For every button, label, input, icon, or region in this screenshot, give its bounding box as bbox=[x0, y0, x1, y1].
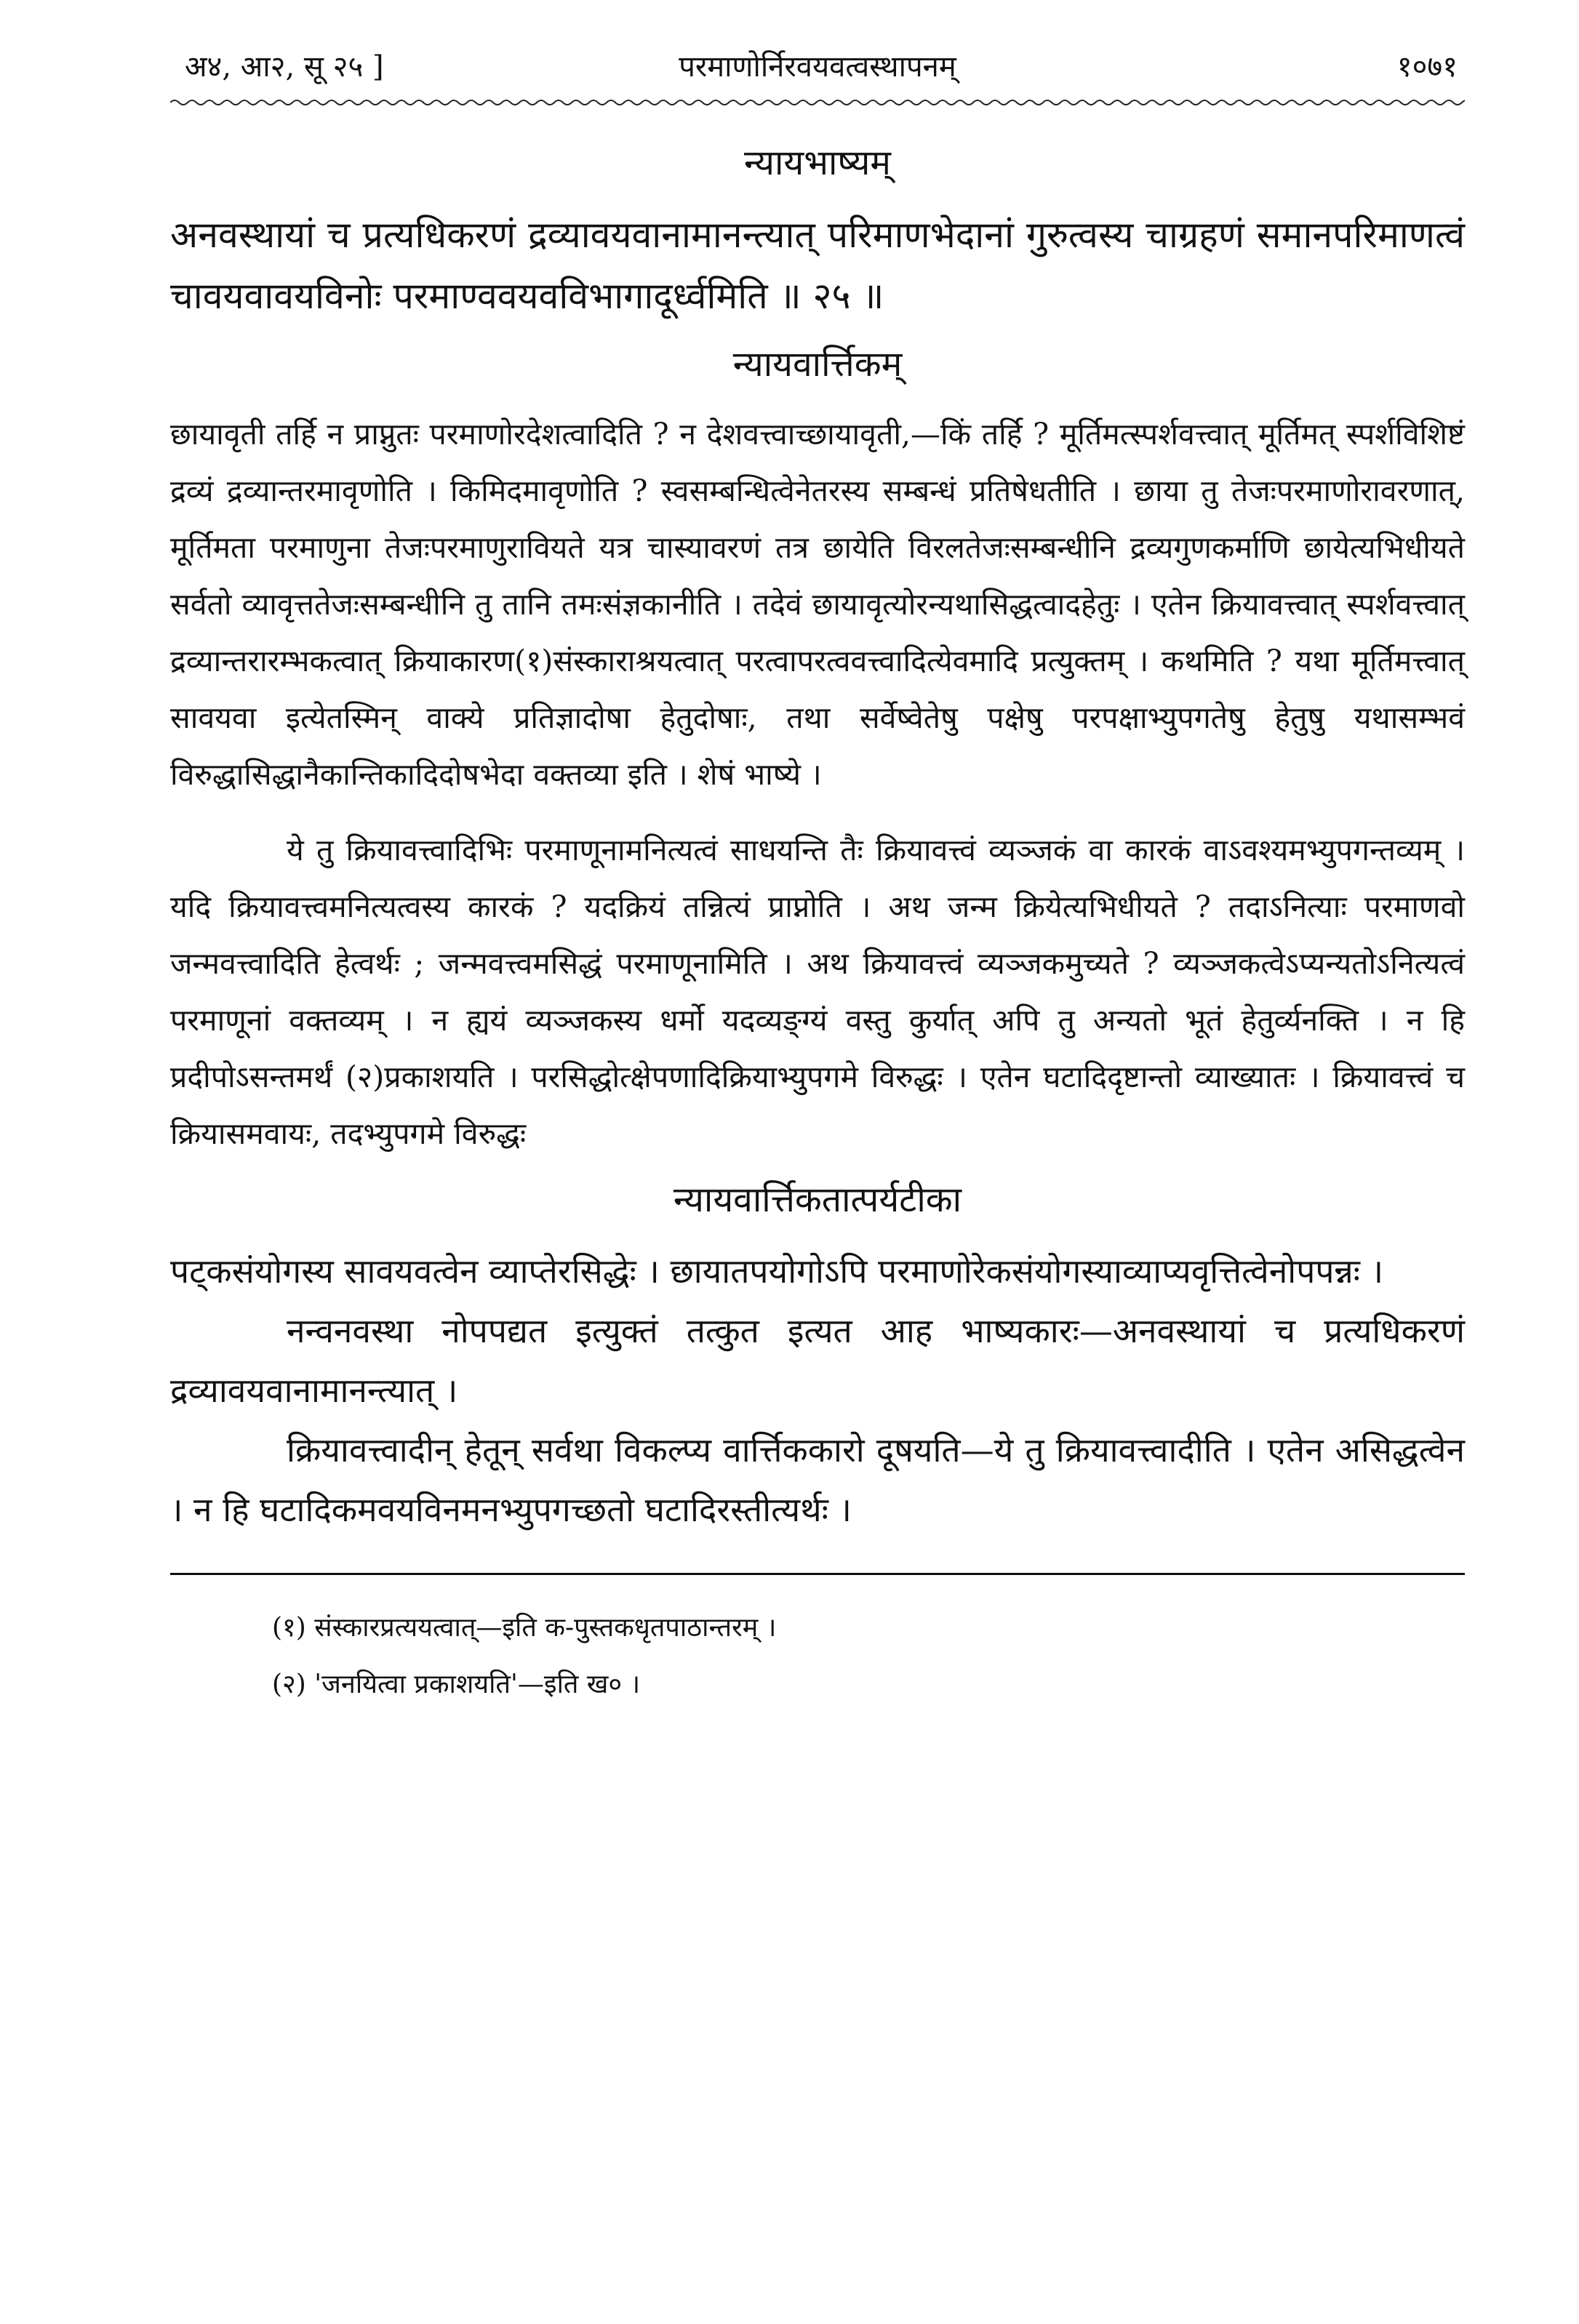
footnote-2: (२) 'जनयित्वा प्रकाशयति'—इति ख० । bbox=[272, 1670, 641, 1699]
vartika-heading: न्यायवार्त्तिकम् bbox=[732, 344, 903, 385]
tika-paragraph-1: पट्कसंयोगस्य सावयवत्वेन व्याप्तेरसिद्धेः । छायातपयोगोऽपि परमाणोरेकसंयोगस्याव्याप्यवृत्तित्वेनोपपन्नः । bbox=[170, 1251, 1384, 1291]
page-number: १०७१ bbox=[1396, 50, 1458, 84]
vartika-paragraph-2: ये तु क्रियावत्त्वादिभिः परमाणूनामनित्यत्वं साधयन्ति तैः क्रियावत्त्वं व्यञ्जकं वा कारकं वाऽवश्यमभ्युपगन्तव्यम् । यदि क्रियावत्त्वमनित्यत्वस्य कारकं ? यदक्रियं तन्नित्यं प्राप्नोति । अथ जन्म क्रियेत्यभिधीयते ? तदाऽनित्याः परमाणवो जन्मवत्त्वादिति हेत्वर्थः ; जन्मवत्त्वमसिद्धं परमाणूनामिति । अथ क्रियावत्त्वं व्यञ्जकमुच्यते ? व्यञ्जकत्वेऽप्यन्यतोऽनित्यत्वं परमाणूनां वक्तव्यम् । न ह्ययं व्यञ्जकस्य धर्मो यदव्यङ्ग्यं वस्तु कुर्यात् अपि तु अन्यतो भूतं हेतुर्व्यनक्ति । न हि प्रदीपोऽसन्तमर्थं (२)प्रकाशयति । परसिद्धोत्क्षेपणादिक्रियाभ्युपगमे विरुद्धः । एतेन घटादिदृष्टान्तो व्याख्यातः । क्रियावत्त्वं च क्रियासमवायः, तदभ्युपगमे विरुद्धः bbox=[170, 833, 1465, 1151]
running-title: परमाणोर्निरवयवत्वस्थापनम् bbox=[679, 50, 956, 84]
footnote-1: (१) संस्कारप्रत्ययत्वात्—इति क-पुस्तकधृतपाठान्तरम् । bbox=[272, 1613, 777, 1643]
wavy-rule bbox=[170, 95, 1465, 111]
tika-paragraph-2: नन्वनवस्था नोपपद्यत इत्युक्तं तत्कुत इत्यत आह भाष्यकारः—अनवस्थायां च प्रत्यधिकरणं द्रव्यावयवानामानन्त्यात् । bbox=[170, 1311, 1465, 1410]
footnote-rule bbox=[170, 1573, 1465, 1575]
chapter-reference: अ४, आ२, सू २५ ] bbox=[185, 50, 384, 84]
tika-paragraph-3: क्रियावत्त्वादीन् हेतून् सर्वथा विकल्प्य वार्त्तिककारो दूषयति—ये तु क्रियावत्त्वादीति । एतेन असिद्धत्वेन । न हि घटादिकमवयविनमनभ्युपगच्छतो घटादिरस्तीत्यर्थः । bbox=[170, 1430, 1465, 1529]
page bbox=[170, 29, 1465, 1713]
tika-heading: न्यायवार्त्तिकतात्पर्यटीका bbox=[673, 1179, 962, 1220]
running-header bbox=[170, 29, 1465, 95]
bhashya-heading: न्यायभाष्यम् bbox=[743, 143, 892, 183]
vartika-paragraph-1: छायावृती तर्हि न प्राप्नुतः परमाणोरदेशत्वादिति ? न देशवत्त्वाच्छायावृती,—किं तर्हि ? मूर्तिमत्स्पर्शवत्त्वात् मूर्तिमत् स्पर्शविशिष्टं द्रव्यं द्रव्यान्तरमावृणोति । किमिदमावृणोति ? स्वसम्बन्धित्वेनेतरस्य सम्बन्धं प्रतिषेधतीति । छाया तु तेजःपरमाणोरावरणात्, मूर्तिमता परमाणुना तेजःपरमाणुरावियते यत्र चास्यावरणं तत्र छायेति विरलतेजःसम्बन्धीनि द्रव्यगुणकर्माणि छायेत्यभिधीयते सर्वतो व्यावृत्ततेजःसम्बन्धीनि तु तानि तमःसंज्ञकानीति । तदेवं छायावृत्योरन्यथासिद्धत्वादहेतुः । एतेन क्रियावत्त्वात् स्पर्शवत्त्वात् द्रव्यान्तरारम्भकत्वात् क्रियाकारण(१)संस्काराश्रयत्वात् परत्वापरत्ववत्त्वादित्येवमादि प्रत्युक्तम् । कथमिति ? यथा मूर्तिमत्त्वात् सावयवा इत्येतस्मिन् वाक्ये प्रतिज्ञादोषा हेतुदोषाः, तथा सर्वेष्वेतेषु पक्षेषु परपक्षाभ्युपगतेषु हेतुषु यथासम्भवं विरुद्धासिद्धानैकान्तिकादिदोषभेदा वक्तव्या इति । शेषं भाष्ये । bbox=[170, 417, 1465, 792]
bhashya-text: अनवस्थायां च प्रत्यधिकरणं द्रव्यावयवानामानन्त्यात् परिमाणभेदानां गुरुत्वस्य चाग्रहणं समानपरिमाणत्वं चावयवावयविनोः परमाण्ववयवविभागादूर्ध्वमिति ॥ २५ ॥ bbox=[170, 214, 1465, 317]
